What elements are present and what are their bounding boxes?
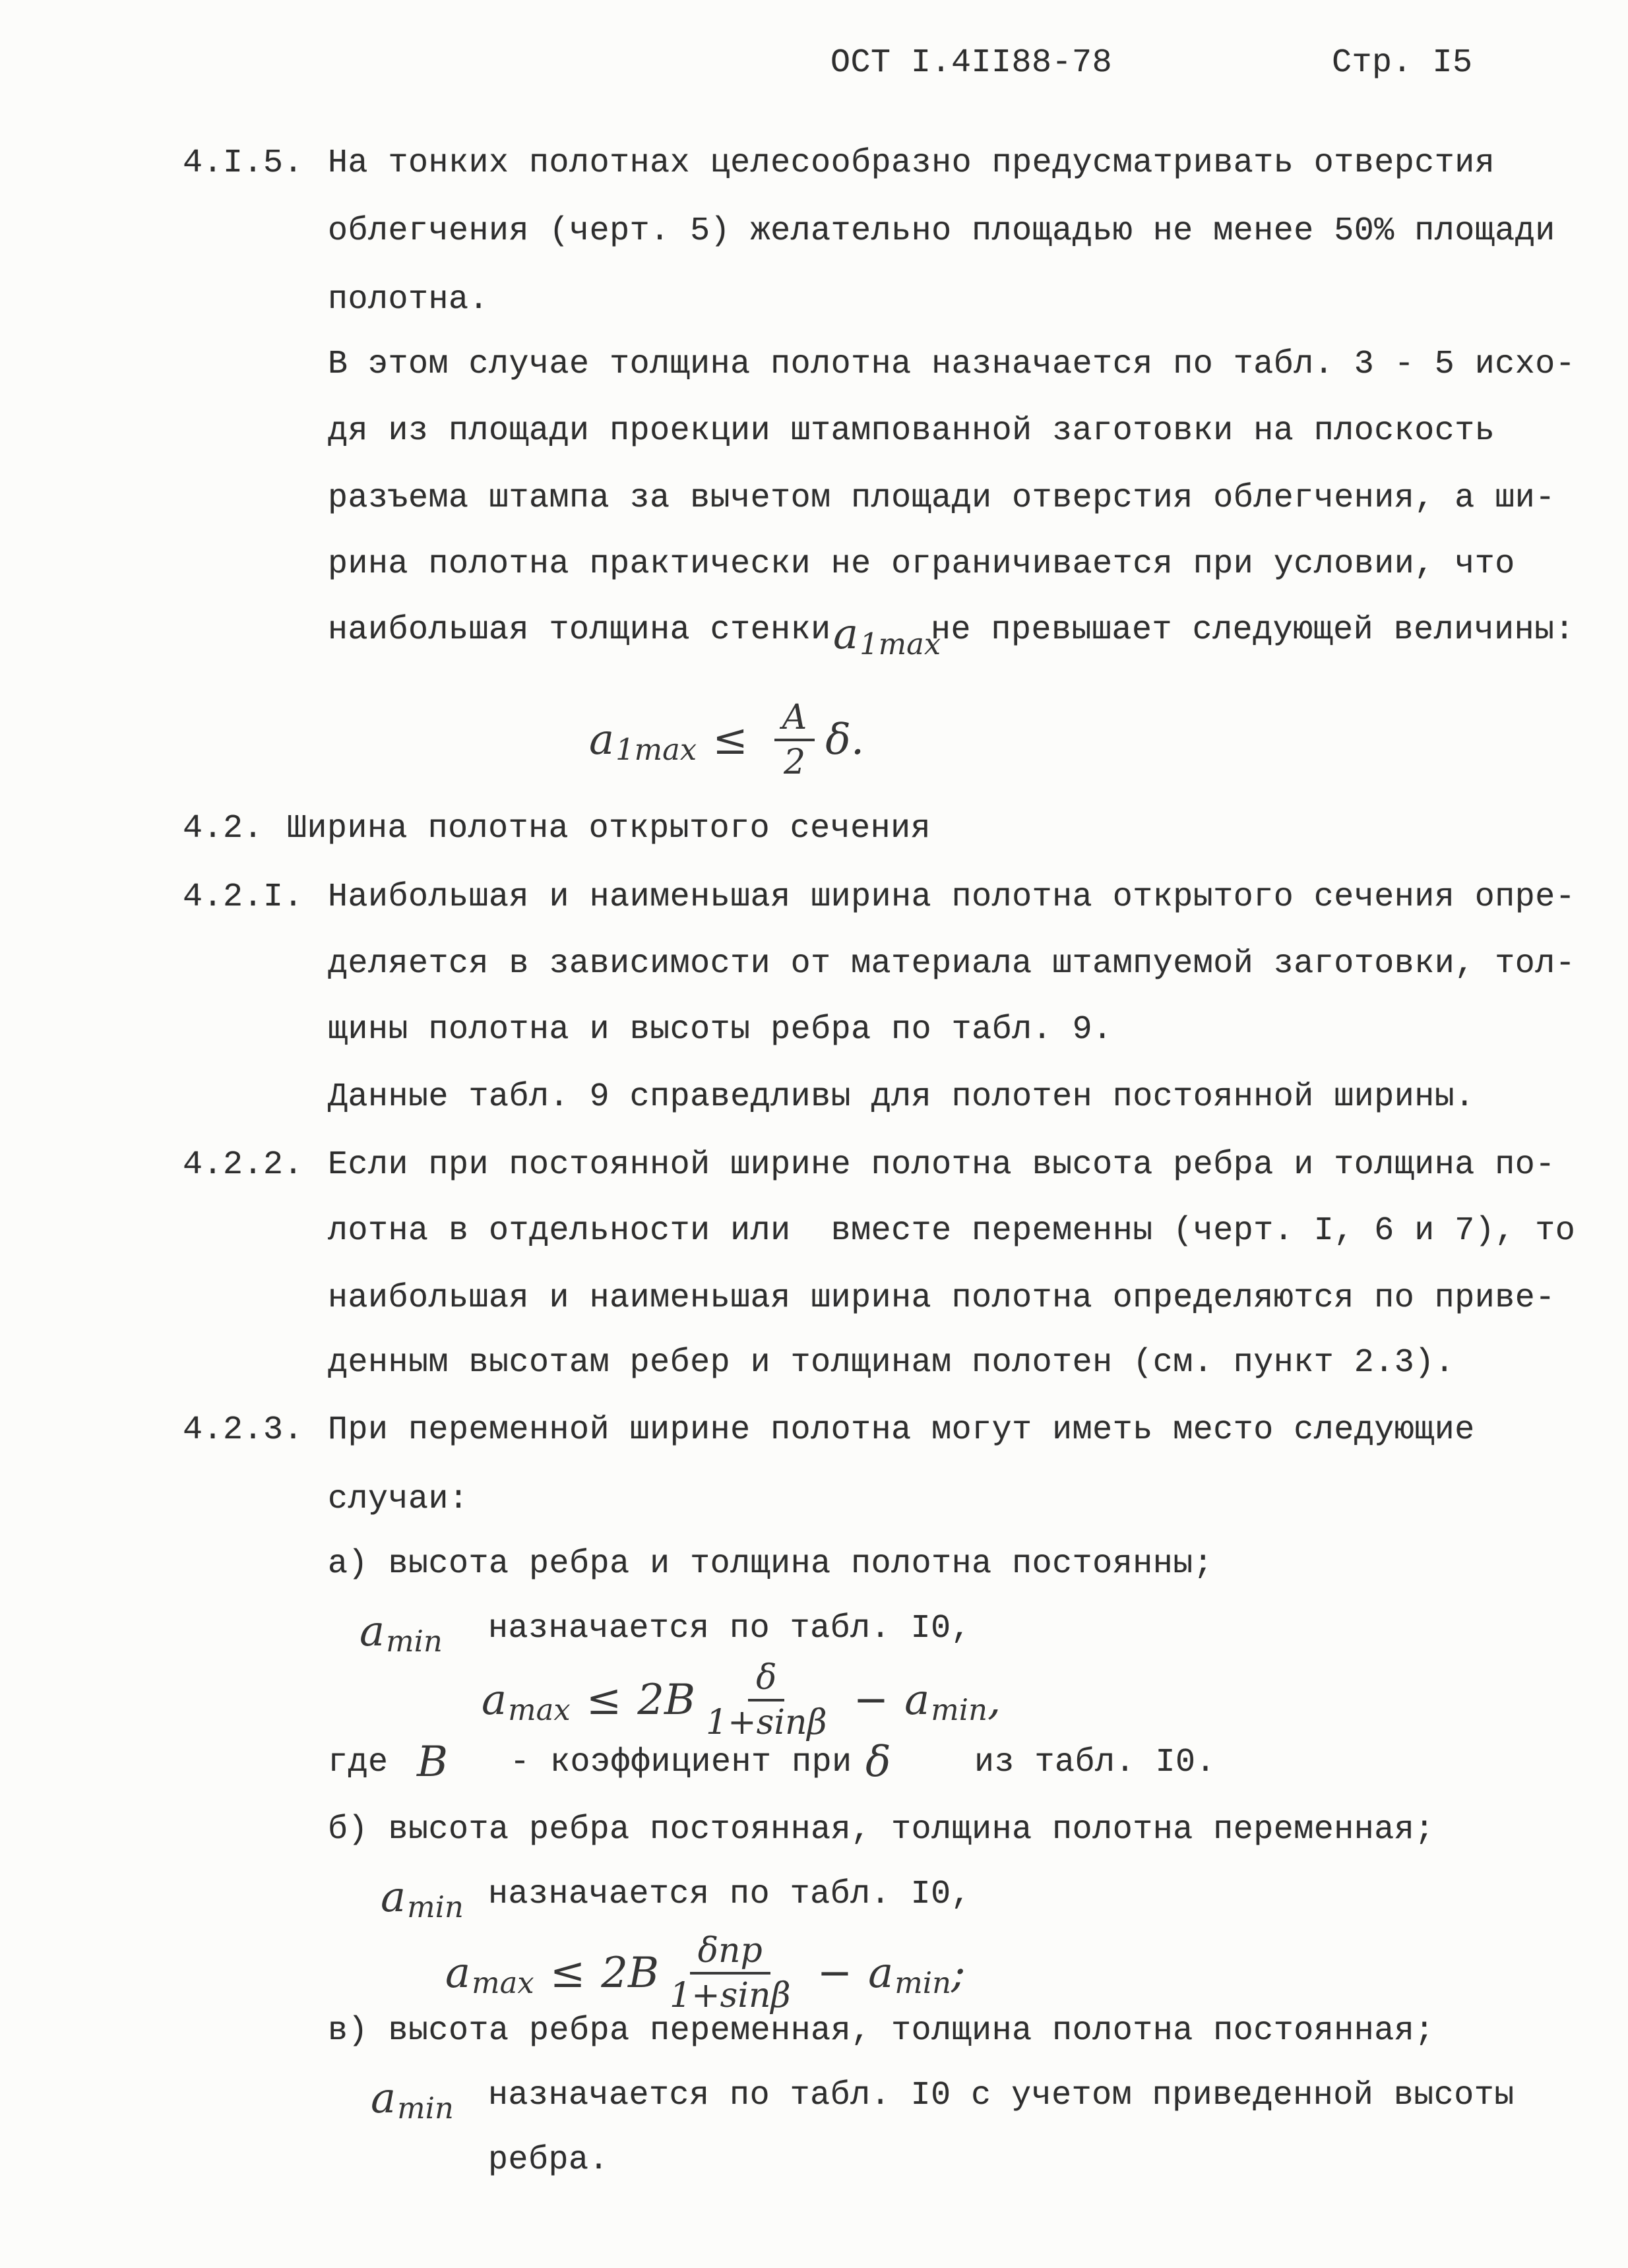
variable-subscript: min	[397, 2090, 454, 2126]
case-a-text: а) высота ребра и толщина полотна постоянны;	[328, 1545, 1214, 1583]
formula-lhs	[445, 1949, 534, 2000]
fraction-numerator: δпр	[690, 1934, 770, 1975]
case-c-continuation: ребра.	[488, 2141, 610, 2179]
paragraph-line: Наибольшая и наименьшая ширина полотна открытого сечения опре-	[328, 878, 1576, 916]
formula-operator: ≤	[712, 716, 748, 764]
fraction-denominator: 1+sinβ	[669, 1976, 791, 2015]
formula-max-wall-thickness	[589, 700, 864, 780]
paragraph-line: Если при постоянной ширине полотна высота ребра и толщина по-	[328, 1146, 1555, 1184]
variable-base: a	[381, 1873, 406, 1922]
paragraph-line: щины полотна и высоты ребра по табл. 9.	[328, 1011, 1113, 1049]
paragraph-line: деляется в зависимости от материала штампуемой заготовки, тол-	[328, 945, 1576, 983]
formula-rhs	[868, 1949, 951, 2000]
fraction-numerator: δ	[748, 1661, 784, 1701]
formula-lhs-base: a	[589, 716, 615, 764]
formula-case-a	[482, 1658, 1001, 1742]
paragraph-line: наибольшая и наименьшая ширина полотна определяются по приве-	[328, 1279, 1555, 1317]
paragraph-line: рина полотна практически не ограничивается при условии, что	[328, 545, 1515, 583]
formula-tail: .	[850, 716, 865, 764]
formula-rhs-subscript: min	[931, 1692, 987, 1727]
formula-rhs-subscript: min	[894, 1965, 951, 2000]
formula-rhs	[904, 1676, 987, 1727]
section-heading-4-2	[183, 809, 931, 849]
case-b-text: б) высота ребра постоянная, толщина полотна переменная;	[328, 1811, 1435, 1849]
formula-lhs-subscript: 1max	[615, 731, 697, 767]
variable-base: a	[833, 610, 859, 659]
variable-base: a	[360, 1607, 385, 1656]
case-c-assign: назначается по табл. I0 с учетом приведенной высоты	[488, 2077, 1515, 2114]
paragraph-line: лотна в отдельности или вместе переменны (черт. I, 6 и 7), то	[328, 1212, 1576, 1250]
paragraph-line: случаи:	[328, 1481, 469, 1518]
inline-variable-delta: δ	[865, 1738, 891, 1787]
paragraph-line: дя из площади проекции штампованной заготовки на плоскость	[328, 412, 1495, 450]
paragraph-line: На тонких полотнах целесообразно предусматривать отверстия	[328, 144, 1495, 182]
inline-variable-b: B	[417, 1738, 449, 1787]
case-c-text: в) высота ребра переменная, толщина полотна постоянная;	[328, 2012, 1435, 2050]
formula-case-b	[445, 1931, 966, 2015]
variable-subscript: 1max	[860, 626, 941, 661]
formula-lhs-base: a	[482, 1676, 507, 1725]
formula-lhs	[482, 1676, 571, 1727]
formula-lhs-subscript: max	[472, 1965, 534, 2000]
formula-rhs-base: a	[904, 1676, 930, 1725]
formula-operator: ≤	[549, 1949, 586, 1998]
fraction-denominator: 1+sinβ	[705, 1703, 827, 1742]
formula-factor: δ	[825, 716, 851, 764]
paragraph-line: наибольшая толщина стенки	[328, 611, 831, 649]
clause-number-4-2-3: 4.2.3.	[183, 1411, 304, 1449]
formula-lhs	[589, 716, 697, 767]
formula-minus: −	[817, 1949, 853, 1998]
case-b-assign: назначается по табл. I0,	[488, 1876, 972, 1913]
inline-variable-amin	[360, 1607, 443, 1659]
formula-rhs-base: a	[868, 1949, 894, 1998]
formula-tail: ;	[951, 1949, 966, 1998]
formula-tail: ,	[987, 1676, 1001, 1725]
paragraph-line: В этом случае толщина полотна назначается по табл. 3 - 5 исхо-	[328, 346, 1576, 383]
paragraph-line: не превышает следующей величины:	[931, 611, 1575, 649]
clause-number-4-2-1: 4.2.I.	[183, 878, 304, 916]
paragraph-line: облегчения (черт. 5) желательно площадью не менее 50% площади	[328, 212, 1555, 250]
formula-coefficient: 2B	[637, 1676, 695, 1725]
formula-coefficient: 2B	[601, 1949, 659, 1998]
fraction-denominator: 2	[783, 743, 806, 782]
fraction-numerator: A	[774, 700, 815, 741]
section-number: 4.2.	[183, 810, 264, 847]
paragraph-line: При переменной ширине полотна могут иметь место следующие	[328, 1411, 1475, 1449]
paragraph-line: разъема штампа за вычетом площади отверстия облегчения, а ши-	[328, 479, 1555, 517]
variable-base: a	[371, 2074, 396, 2123]
where-description: - коэффициент при	[510, 1744, 852, 1781]
case-a-assign: назначается по табл. I0,	[488, 1610, 972, 1647]
page-number: Стр. I5	[1332, 44, 1473, 82]
formula-lhs-base: a	[445, 1949, 471, 1998]
variable-subscript: min	[407, 1889, 464, 1924]
formula-fraction	[669, 1931, 791, 2015]
formula-fraction	[774, 700, 815, 780]
formula-lhs-subscript: max	[508, 1692, 571, 1727]
paragraph-note: Данные табл. 9 справедливы для полотен постоянной ширины.	[328, 1078, 1475, 1116]
paragraph-line: полотна.	[328, 281, 489, 319]
formula-operator: ≤	[586, 1676, 622, 1725]
clause-number-4-2-2: 4.2.2.	[183, 1146, 304, 1184]
inline-variable-amin	[371, 2074, 454, 2126]
where-suffix: из табл. I0.	[974, 1744, 1216, 1781]
inline-variable-a1max	[833, 610, 941, 661]
formula-fraction	[705, 1658, 827, 1742]
formula-minus: −	[853, 1676, 889, 1725]
clause-number-4-1-5: 4.I.5.	[183, 144, 304, 182]
paragraph-line: денным высотам ребер и толщинам полотен (см. пункт 2.3).	[328, 1344, 1455, 1382]
section-title: Ширина полотна открытого сечения	[287, 810, 931, 847]
inline-variable-amin	[381, 1873, 464, 1924]
where-prefix: где	[328, 1744, 389, 1781]
variable-subscript: min	[386, 1623, 443, 1659]
document-code: ОСТ I.4II88-78	[830, 44, 1113, 82]
